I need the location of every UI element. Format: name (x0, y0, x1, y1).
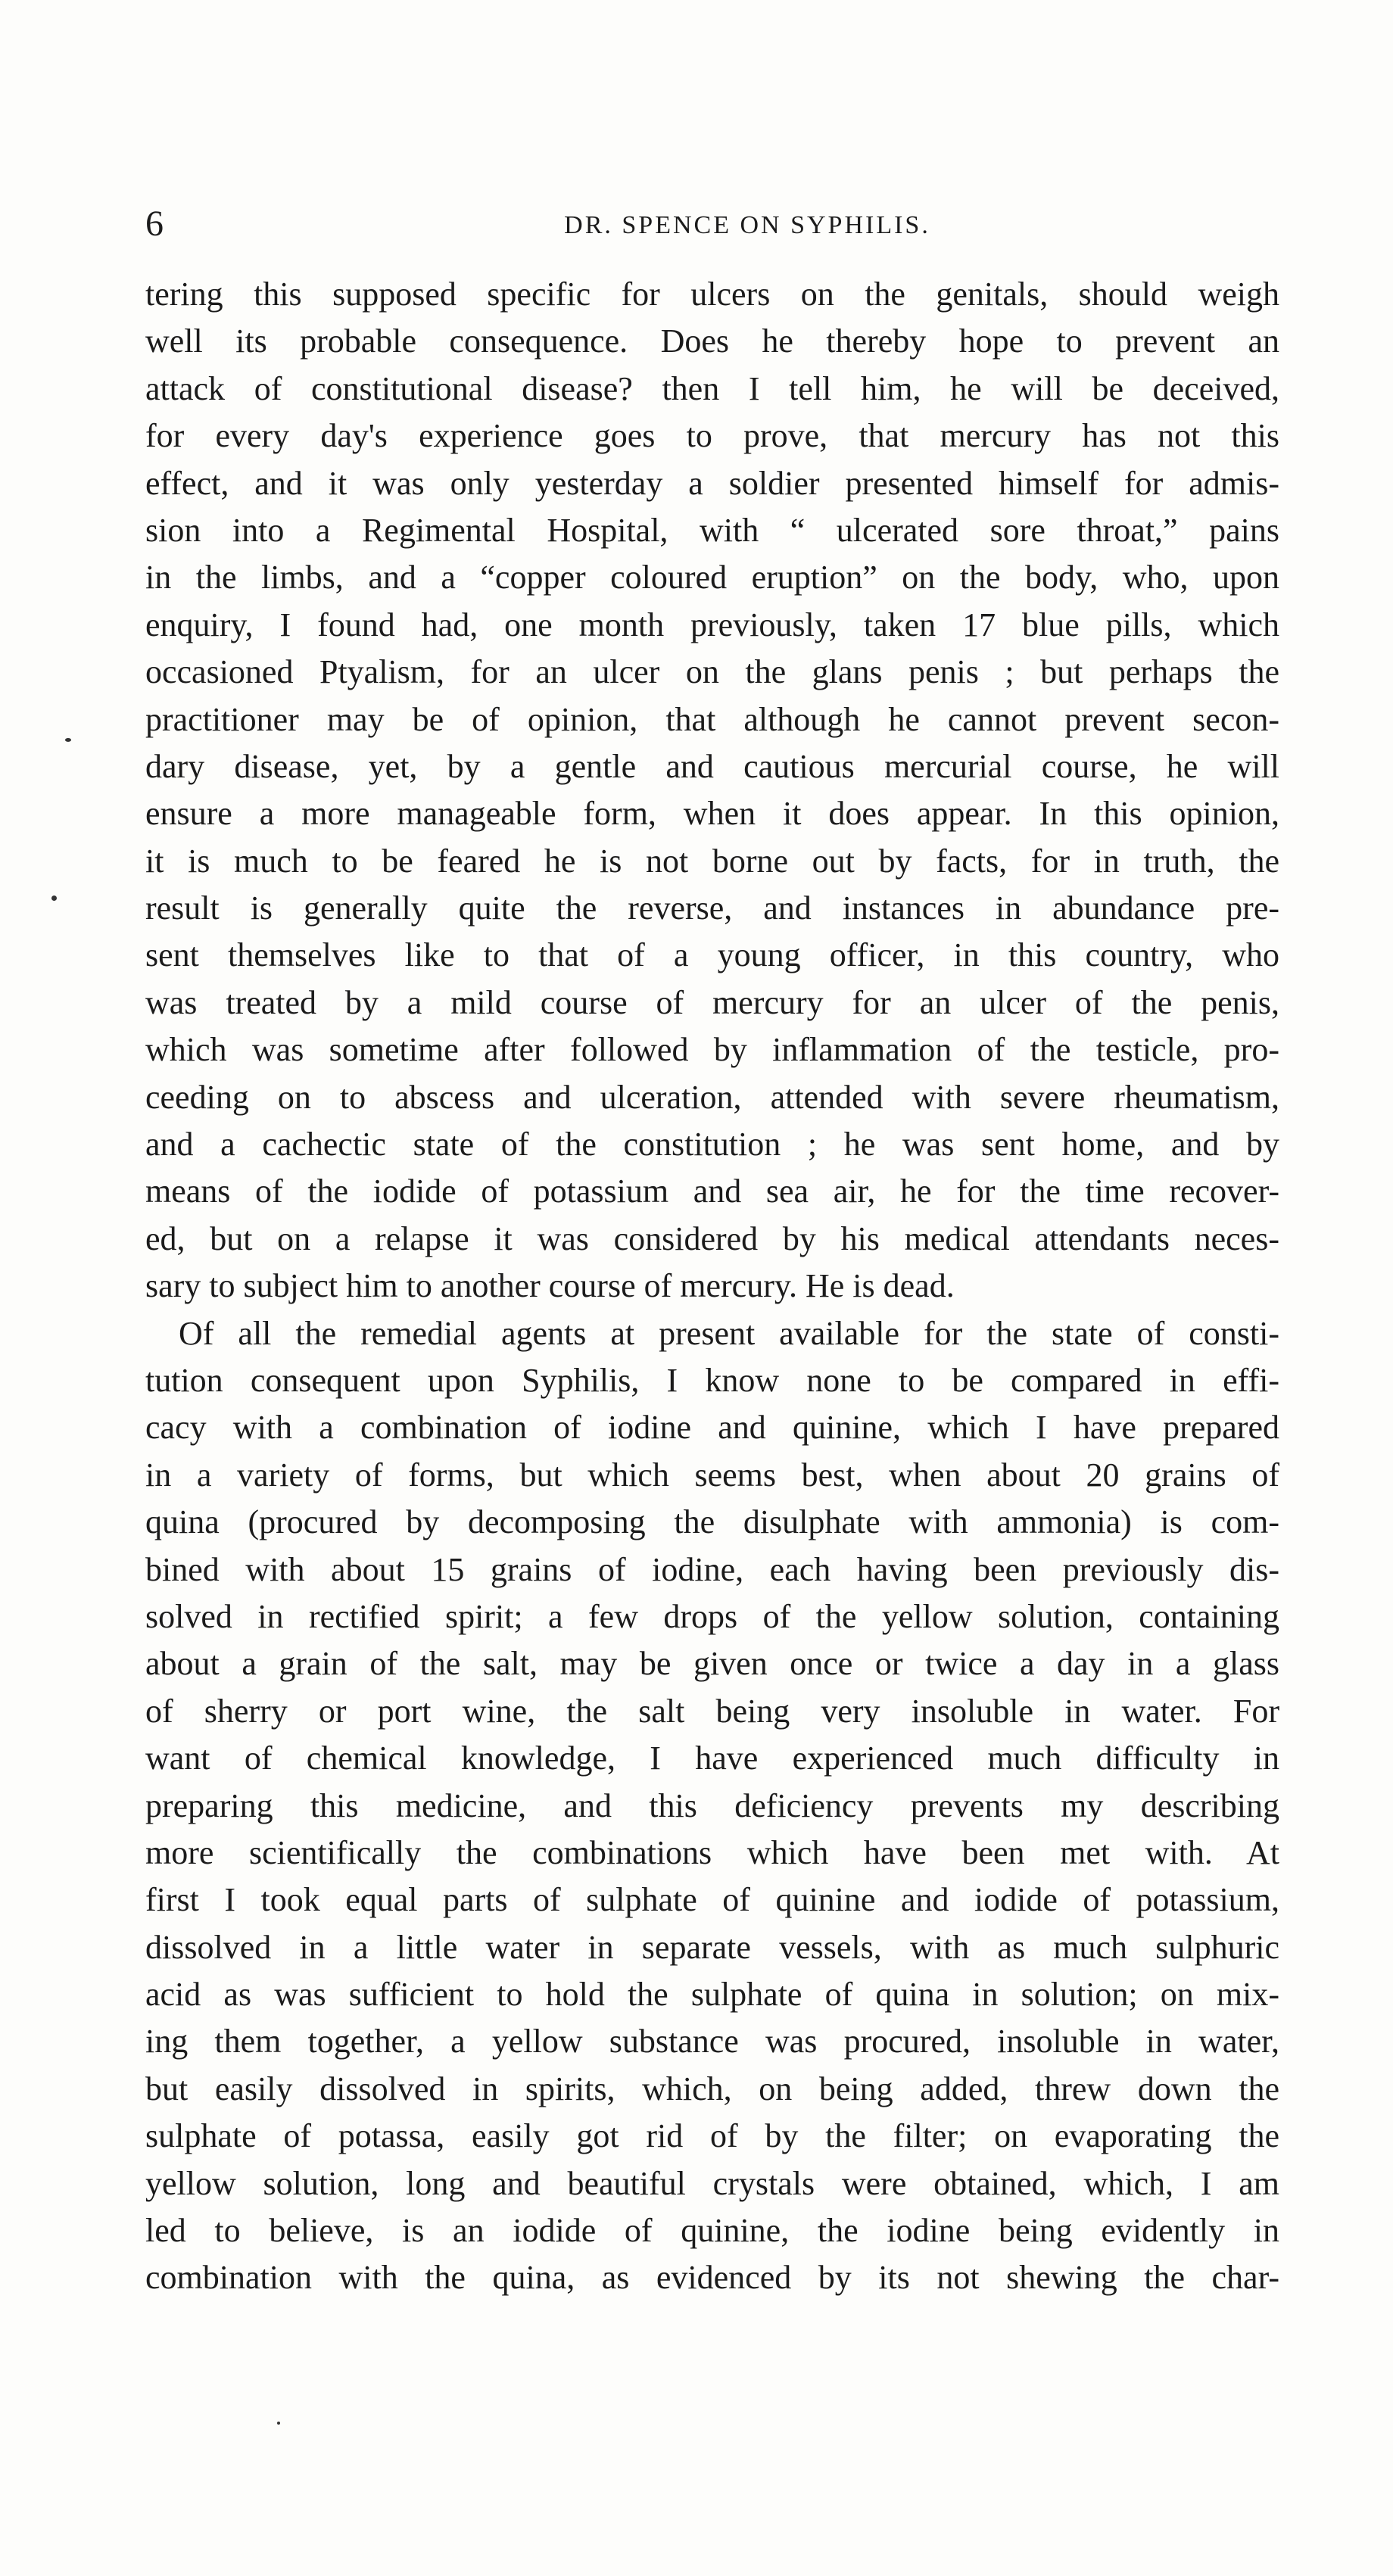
text-line: result is generally quite the reverse, and instances in abundance pre- (145, 889, 1279, 927)
paragraph (145, 271, 1279, 1310)
text-line: ing them together, a yellow substance was procured, insoluble in water, (145, 2023, 1279, 2060)
text-line: about a grain of the salt, may be given once or twice a day in a glass (145, 1645, 1279, 1683)
text-line: ceeding on to abscess and ulceration, attended with severe rheumatism, (145, 1078, 1279, 1116)
text-line: sary to subject him to another course of mercury. He is dead. (145, 1267, 955, 1305)
text-line: sion into a Regimental Hospital, with “ ulcerated sore throat,” pains (145, 511, 1279, 549)
body-text (145, 271, 1279, 2302)
text-line: ensure a more manageable form, when it does appear. In this opinion, (145, 795, 1279, 833)
text-line: enquiry, I found had, one month previously, taken 17 blue pills, which (145, 606, 1279, 643)
text-line: was treated by a mild course of mercury for an ulcer of the penis, (145, 983, 1279, 1021)
text-line: want of chemical knowledge, I have experienced much difficulty in (145, 1740, 1279, 1777)
text-line: means of the iodide of potassium and sea air, he for the time recover- (145, 1173, 1279, 1210)
text-line: in a variety of forms, but which seems best, when about 20 grains of (145, 1456, 1279, 1494)
paragraph (145, 1310, 1279, 2302)
page-number: 6 (145, 204, 164, 244)
text-line: bined with about 15 grains of iodine, each having been previously dis- (145, 1550, 1279, 1588)
text-line: attack of constitutional disease? then I tell him, he will be deceived, (145, 369, 1279, 407)
text-line: tution consequent upon Syphilis, I know none to be compared in effi- (145, 1361, 1279, 1399)
text-line: combination with the quina, as evidenced by its not shewing the char- (145, 2259, 1279, 2297)
text-line: more scientifically the combinations which have been met with. At (145, 1833, 1279, 1871)
text-line: dissolved in a little water in separate vessels, with as much sulphuric (145, 1928, 1279, 1966)
text-line: practitioner may be of opinion, that although he cannot prevent secon- (145, 700, 1279, 738)
running-title: DR. SPENCE ON SYPHILIS. (564, 211, 930, 239)
stray-mark (277, 2422, 280, 2425)
text-line: tering this supposed specific for ulcers on the genitals, should weigh (145, 276, 1279, 313)
text-line: quina (procured by decomposing the disulphate with ammonia) is com- (145, 1503, 1279, 1541)
text-line: Of all the remedial agents at present available for the state of consti- (179, 1314, 1279, 1352)
stray-mark (65, 738, 71, 742)
text-line: solved in rectified spirit; a few drops of the yellow solution, containing (145, 1597, 1279, 1635)
text-line: acid as was sufficient to hold the sulphate of quina in solution; on mix- (145, 1976, 1279, 2014)
text-line: effect, and it was only yesterday a soldier presented himself for admis- (145, 464, 1279, 502)
text-line: and a cachectic state of the constitution ; he was sent home, and by (145, 1126, 1279, 1163)
text-line: cacy with a combination of iodine and quinine, which I have prepared (145, 1409, 1279, 1447)
text-line: occasioned Ptyalism, for an ulcer on the glans penis ; but perhaps the (145, 653, 1279, 691)
text-line: sulphate of potassa, easily got rid of by the filter; on evaporating the (145, 2117, 1279, 2155)
running-head (145, 201, 1281, 247)
text-line: in the limbs, and a “copper coloured eruption” on the body, who, upon (145, 559, 1279, 596)
text-line: ed, but on a relapse it was considered by his medical attendants neces- (145, 1219, 1279, 1257)
text-line: well its probable consequence. Does he thereby hope to prevent an (145, 322, 1279, 360)
text-line: it is much to be feared he is not borne out by facts, for in truth, the (145, 842, 1279, 880)
text-line: first I took equal parts of sulphate of quinine and iodide of potassium, (145, 1881, 1279, 1919)
text-line: which was sometime after followed by inflammation of the testicle, pro- (145, 1031, 1279, 1069)
text-line: led to believe, is an iodide of quinine, the iodine being evidently in (145, 2212, 1279, 2250)
text-line: dary disease, yet, by a gentle and cautious mercurial course, he will (145, 747, 1279, 785)
text-line: of sherry or port wine, the salt being very insoluble in water. For (145, 1692, 1279, 1730)
text-line: but easily dissolved in spirits, which, on being added, threw down the (145, 2070, 1279, 2107)
stray-mark (51, 896, 57, 901)
text-line: sent themselves like to that of a young officer, in this country, who (145, 936, 1279, 974)
text-line: for every day's experience goes to prove, that mercury has not this (145, 417, 1279, 455)
text-line: preparing this medicine, and this deficiency prevents my describing (145, 1786, 1279, 1824)
text-line: yellow solution, long and beautiful crystals were obtained, which, I am (145, 2164, 1279, 2202)
